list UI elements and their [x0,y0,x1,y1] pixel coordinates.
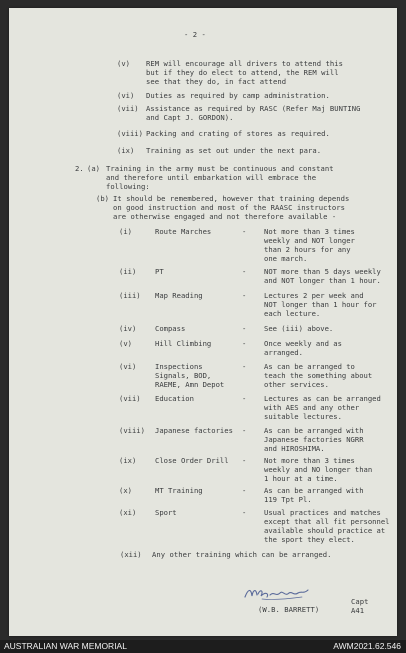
dash-separator: - [242,426,247,435]
signatory-name: (W.B. BARRETT) [258,605,320,614]
item-text-line: Duties as required by camp administration. [146,91,330,100]
training-description-line: each lecture. [264,309,321,318]
training-description-line: weekly and NO longer than [264,465,373,474]
training-name: Japanese factories [155,426,233,435]
training-name: Sport [155,508,177,517]
item-number: (vii) [117,104,139,113]
item-text-line: Assistance as required by RASC (Refer Maj BUNTING [146,104,361,113]
para-text-line: are otherwise engaged and not therefore available - [113,212,337,221]
training-description-line: Lectures as can be arranged [264,394,381,403]
training-number: (i) [119,227,132,236]
signatory-unit: A41 [351,606,365,615]
para-label: (b) [96,194,109,203]
training-description-line: As can be arranged with [264,426,364,435]
training-name: MT Training [155,486,203,495]
training-description-line: NOT longer than 1 hour for [264,300,377,309]
training-description-line: Once weekly and as [264,339,342,348]
archive-footer [0,640,406,653]
training-number: (viii) [119,426,145,435]
dash-separator: - [242,456,247,465]
training-description-line: other services. [264,380,329,389]
training-number: (v) [119,339,132,348]
training-description-line: Not more than 3 times [264,227,355,236]
para-text-line: on good instruction and most of the RAASC instructors [113,203,345,212]
training-description-line: Usual practices and matches [264,508,381,517]
handwritten-signature [242,585,312,603]
training-description-line: Lectures 2 per week and [264,291,364,300]
training-description-line: and HIROSHIMA. [264,444,325,453]
training-description-line: teach the something about [264,371,373,380]
training-number: (vi) [119,362,137,371]
training-description-line: Not more than 3 times [264,456,355,465]
training-name: Route Marches [155,227,212,236]
item-text-line: but if they do elect to attend, the REM will [146,68,339,77]
training-description-line: As can be arranged with [264,486,364,495]
training-description-line: Japanese factories NGRR [264,435,364,444]
training-description-line: than 2 hours for any [264,245,351,254]
training-name: PT [155,267,164,276]
training-description-line: See (iii) above. [264,324,334,333]
training-number: (ii) [119,267,137,276]
para-text-line: and therefore until embarkation will embrace the [106,173,317,182]
item-number: (ix) [117,146,135,155]
dash-separator: - [242,486,247,495]
training-description-line: suitable lectures. [264,412,342,421]
dash-separator: - [242,394,247,403]
training-description-line: and NOT longer than 1 hour. [264,276,381,285]
item-number: (xii) [120,550,142,559]
para-text-line: following: [106,182,150,191]
training-description-line: As can be arranged to [264,362,355,371]
training-number: (vii) [119,394,141,403]
training-number: (iii) [119,291,141,300]
para-text-line: It should be remembered, however that training depends [113,194,350,203]
signature-icon [242,585,312,603]
footer-institution: AUSTRALIAN WAR MEMORIAL [4,641,127,651]
training-description-line: weekly and NOT longer [264,236,355,245]
item-number: (vi) [117,91,135,100]
dash-separator: - [242,362,247,371]
footer-reference: AWM2021.62.546 [333,641,401,651]
document-page [9,8,397,636]
training-number: (ix) [119,456,137,465]
item-text-line: REM will encourage all drivers to attend this [146,59,343,68]
training-name: Compass [155,324,186,333]
dash-separator: - [242,267,247,276]
item-text-line: see that they do, in fact attend [146,77,287,86]
training-name: Close Order Drill [155,456,229,465]
signatory-rank: Capt [351,597,369,606]
training-number: (iv) [119,324,137,333]
item-text-line: Packing and crating of stores as required. [146,129,330,138]
item-number: (v) [117,59,130,68]
training-number: (x) [119,486,132,495]
item-number: (viii) [117,129,143,138]
training-name: Education [155,394,194,403]
para-label: (a) [87,164,100,173]
training-name: Map Reading [155,291,203,300]
training-description-line: NOT more than 5 days weekly [264,267,381,276]
item-text-line: Training as set out under the next para. [146,146,322,155]
para-text-line: Training in the army must be continuous and constant [106,164,334,173]
page-number: - 2 - [184,30,206,39]
training-name: RAEME, Amn Depot [155,380,225,389]
training-description-line: 1 hour at a time. [264,474,338,483]
dash-separator: - [242,291,247,300]
para-number: 2. [75,164,84,173]
training-description-line: arranged. [264,348,303,357]
training-name: Hill Climbing [155,339,212,348]
training-name: Signals, BOD, [155,371,212,380]
dash-separator: - [242,339,247,348]
item-text-line: and Capt J. GORDON). [146,113,234,122]
item-text-line: Any other training which can be arranged. [152,550,332,559]
dash-separator: - [242,508,247,517]
training-number: (xi) [119,508,137,517]
training-description-line: one march. [264,254,308,263]
training-description-line: 119 Tpt Pl. [264,495,312,504]
dash-separator: - [242,227,247,236]
dash-separator: - [242,324,247,333]
training-description-line: except that all fit personnel [264,517,390,526]
training-description-line: with AES and any other [264,403,360,412]
training-description-line: available should practice at [264,526,386,535]
training-name: Inspections [155,362,203,371]
training-description-line: the sport they elect. [264,535,355,544]
